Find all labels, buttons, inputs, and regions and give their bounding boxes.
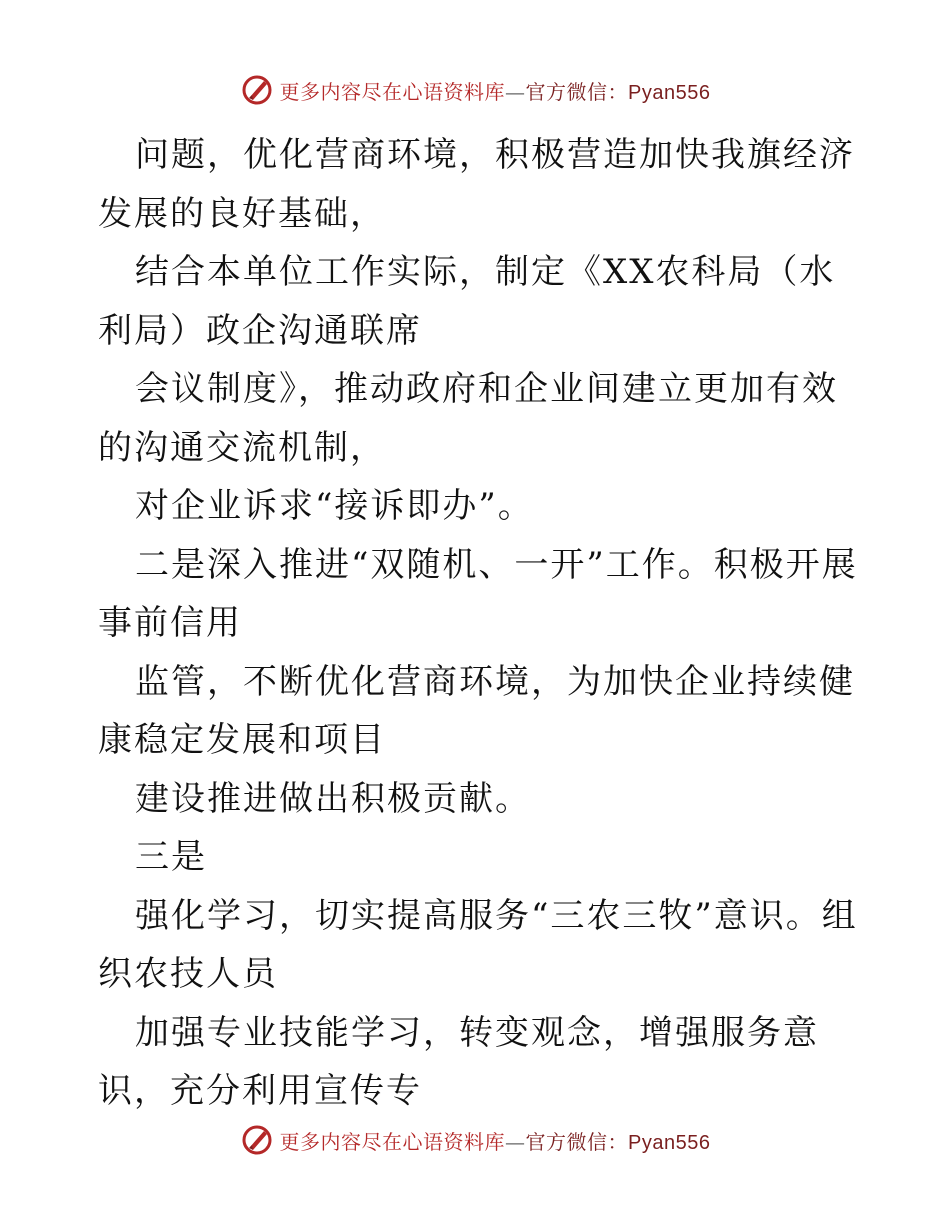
paragraph: 加强专业技能学习，转变观念，增强服务意识，充分利用宣传专 (98, 1012, 819, 1111)
header-banner-text (280, 76, 711, 105)
wechat-id: Pyan556 (628, 1131, 711, 1154)
paragraph: 对企业诉求“接诉即办”。 (135, 486, 534, 526)
paragraph: 监管，不断优化营商环境，为加快企业持续健康稳定发展和项目 (98, 661, 855, 760)
footer-banner (0, 1120, 950, 1160)
paragraph: 问题，优化营商环境，积极营造加快我旗经济发展的良好基础， (98, 135, 855, 234)
banner-slogan: 更多内容尽在心语资料库 (279, 1129, 506, 1154)
paragraph: 强化学习，切实提高服务“三农三牧”意识。组织农技人员 (98, 895, 858, 994)
banner-separator: — (505, 1129, 526, 1154)
document-body (98, 126, 868, 1121)
paragraph: 会议制度》，推动政府和企业间建立更加有效的沟通交流机制， (98, 369, 838, 468)
wechat-label: 官方微信： (525, 81, 629, 104)
paragraph: 建设推进做出积极贡献。 (135, 778, 531, 819)
paragraph: 三是 (135, 837, 207, 877)
header-banner (0, 70, 950, 110)
wechat-id: Pyan556 (628, 81, 711, 104)
banner-slogan: 更多内容尽在心语资料库 (279, 79, 506, 104)
paragraph: 结合本单位工作实际，制定《XX农科局（水利局）政企沟通联席 (98, 252, 836, 351)
banner-separator: — (505, 79, 526, 104)
wechat-label: 官方微信： (525, 1131, 629, 1154)
pen-logo-icon (240, 1123, 274, 1157)
footer-banner-text (280, 1126, 711, 1155)
pen-logo-icon (240, 73, 274, 107)
paragraph: 二是深入推进“双随机、一开”工作。积极开展事前信用 (98, 544, 858, 643)
